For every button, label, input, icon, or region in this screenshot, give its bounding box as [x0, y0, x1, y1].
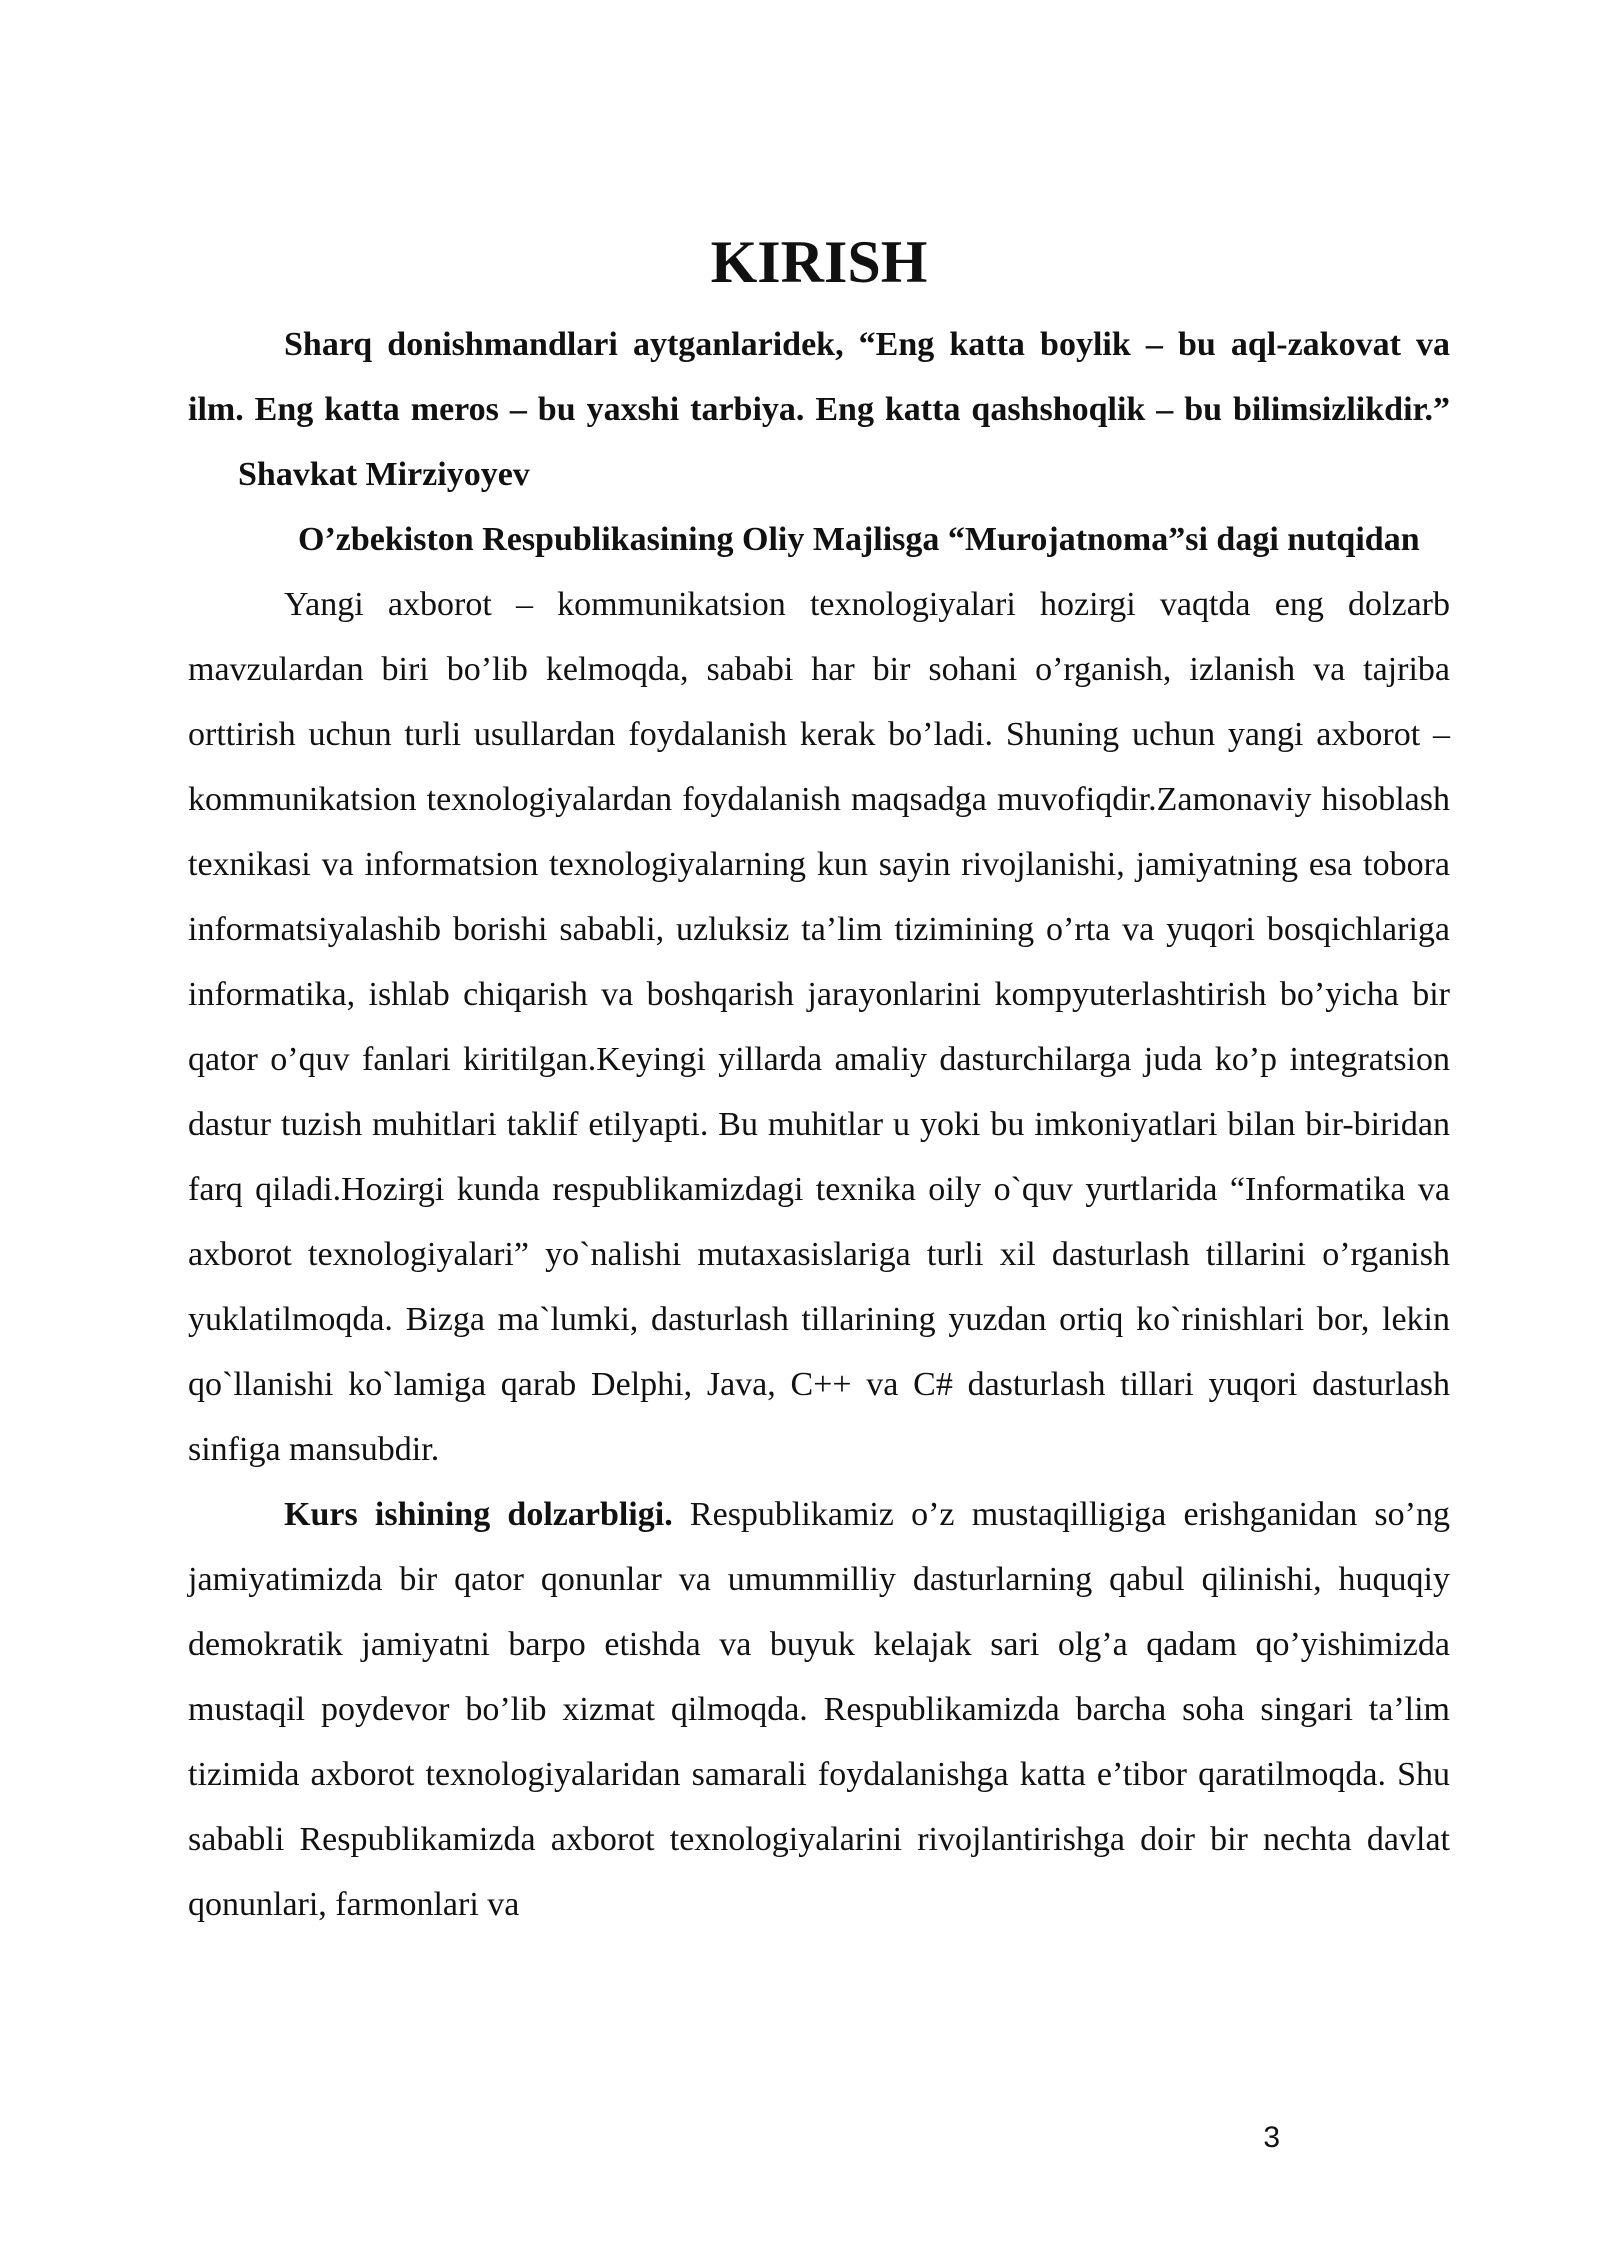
relevance-heading: Kurs ishining dolzarbligi. [284, 1496, 673, 1533]
epigraph-quote-block [188, 312, 1450, 507]
paragraph-intro: Yangi axborot – kommunikatsion texnologiyalari hozirgi vaqtda eng dolzarb mavzulardan biri bo’lib kelmoqda, sababi har bir sohani o’rganish, izlanish va tajriba orttirish uchun turli usullardan foydalanish kerak bo’ladi. Shuning uchun yangi axborot – kommunikatsion texnologiyalardan foydalanish maqsadga muvofiqdir.Zamonaviy hisoblash texnikasi va informatsion texnologiyalarning kun sayin rivojlanishi, jamiyatning esa tobora informatsiyalashib borishi sababli, uzluksiz ta’lim tizimining o’rta va yuqori bosqichlariga informatika, ishlab chiqarish va boshqarish jarayonlarini kompyuterlashtirish bo’yicha bir qator o’quv fanlari kiritilgan.Keyingi yillarda amaliy dasturchilarga juda ko’p integratsion dastur tuzish muhitlari taklif etilyapti. Bu muhitlar u yoki bu imkoniyatlari bilan bir-biridan farq qiladi.Hozirgi kunda respublikamizdagi texnika oily o`quv yurtlarida “Informatika va axborot texnologiyalari” yo`nalishi mutaxasislariga turli xil dasturlash tillarini o’rganish yuklatilmoqda. Bizga ma`lumki, dasturlash tillarining yuzdan ortiq ko`rinishlari bor, lekin qo`llanishi ko`lamiga qarab Delphi, Java, C++ va C# dasturlash tillari yuqori dasturlash sinfiga mansubdir. [188, 586, 1450, 1468]
paragraph-relevance [188, 1482, 1450, 1937]
relevance-text: Respublikamiz o’z mustaqilligiga erishganidan so’ng jamiyatimizda bir qator qonunlar va umummilliy dasturlarning qabul qilinishi, huquqiy demokratik jamiyatni barpo etishda va buyuk kelajak sari olg’a qadam qo’yishimizda mustaqil poydevor bo’lib xizmat qilmoqda. Respublikamizda barcha soha singari ta’lim tizimida axborot texnologiyalaridan samarali foydalanishga katta e’tibor qaratilmoqda. Shu sababli Respublikamizda axborot texnologiyalarini rivojlantirishga doir bir nechta davlat qonunlari, farmonlari va [188, 1496, 1450, 1923]
page-title: KIRISH [710, 229, 928, 295]
page-content [188, 222, 1450, 1937]
page-number: 3 [1263, 2121, 1280, 2154]
epigraph-source: O’zbekiston Respublikasining Oliy Majlisga “Murojatnoma”si dagi nutqidan [298, 521, 1420, 558]
epigraph-author: Shavkat Mirziyoyev [238, 456, 530, 493]
epigraph-quote: Sharq donishmandlari aytganlaridek, “Eng katta boylik – bu aql-zakovat va ilm. Eng katta meros – bu yaxshi tarbiya. Eng katta qashshoqlik – bu bilimsizlikdir.” [188, 326, 1450, 428]
